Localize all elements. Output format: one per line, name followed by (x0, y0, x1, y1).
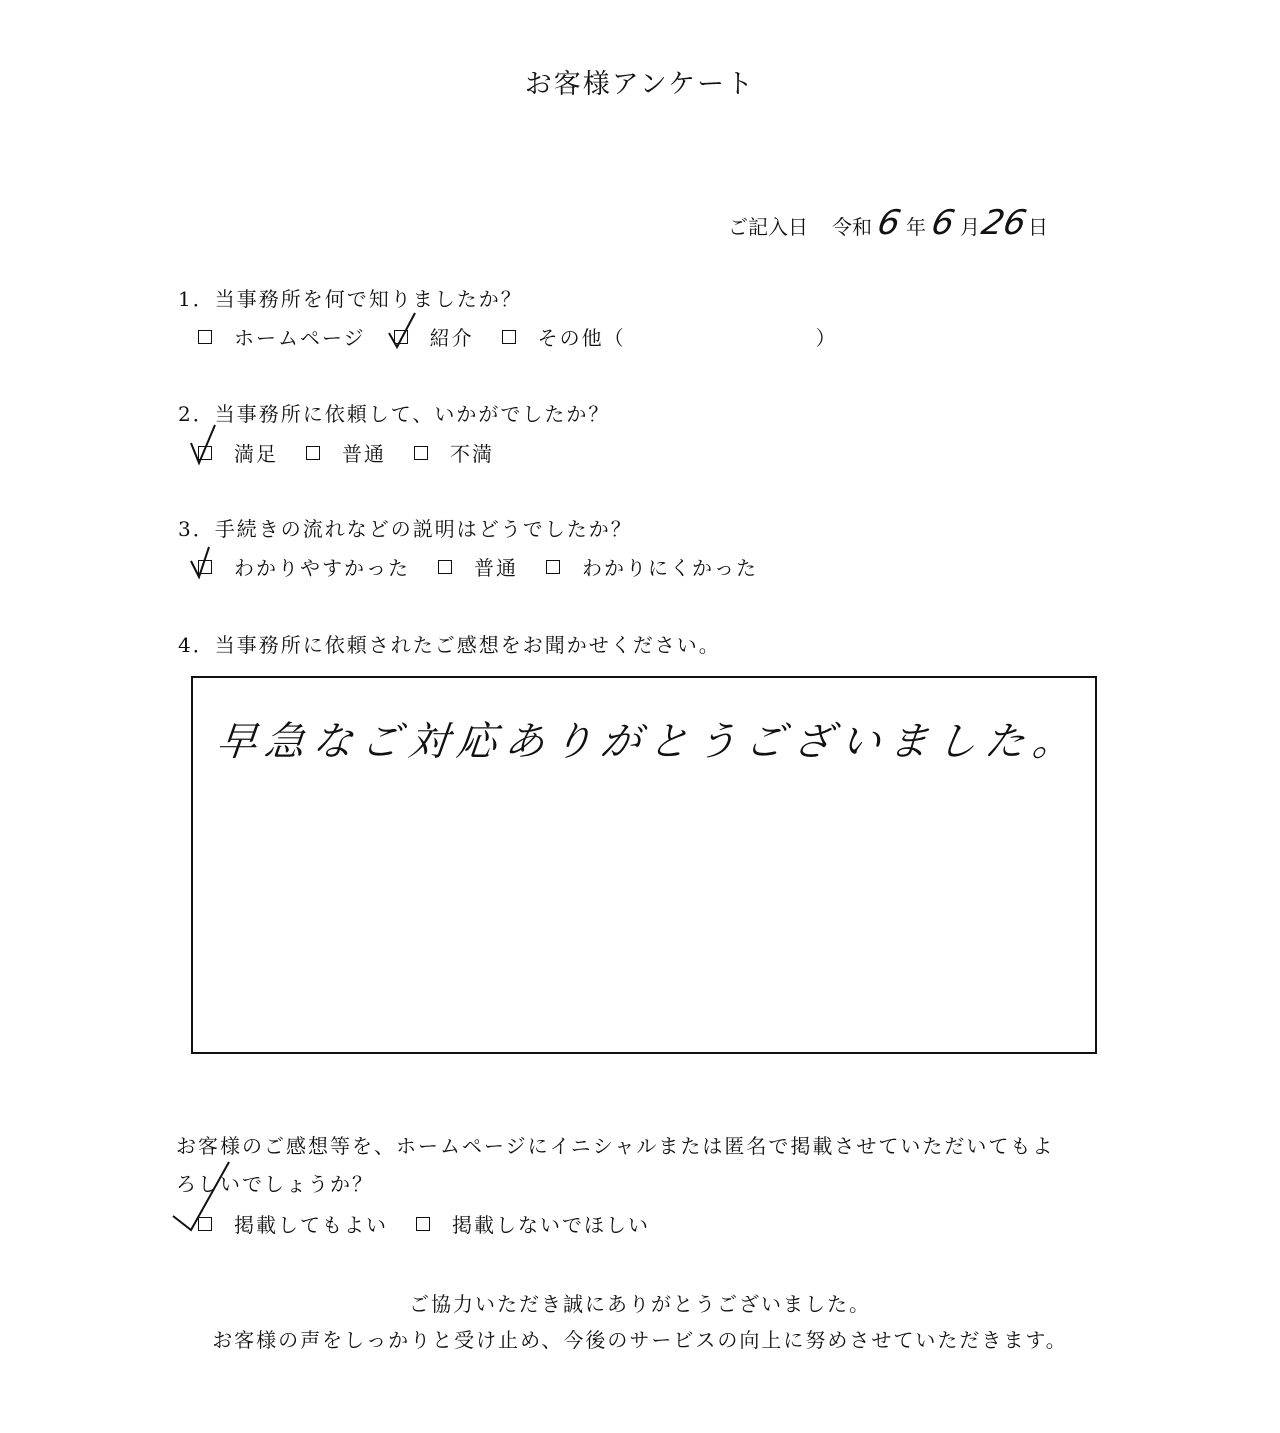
option-label: わかりやすかった (234, 556, 410, 580)
entry-date (728, 203, 1048, 243)
checkbox-checked[interactable] (198, 446, 212, 460)
comment-box[interactable] (191, 676, 1097, 1054)
option-homepage[interactable] (198, 322, 366, 351)
checkbox-checked[interactable] (198, 1217, 212, 1231)
option-close-paren: ） (815, 326, 838, 350)
option-label: 掲載しないでほしい (452, 1213, 650, 1237)
survey-title: お客様アンケート (524, 69, 756, 100)
checkbox[interactable] (416, 1217, 430, 1231)
checkmark-icon (189, 429, 229, 469)
date-month-unit: 月 (960, 215, 980, 239)
option-normal[interactable] (438, 552, 518, 581)
checkbox[interactable] (502, 330, 516, 344)
option-referral[interactable] (394, 322, 474, 351)
date-day-unit: 日 (1028, 215, 1048, 239)
option-label: 不満 (450, 442, 494, 466)
option-publish-no[interactable] (416, 1209, 650, 1238)
checkbox-checked[interactable] (394, 330, 408, 344)
checkmark-icon (189, 543, 229, 583)
checkbox[interactable] (438, 560, 452, 574)
footer-thanks: ご協力いただき誠にありがとうございました。 (409, 1292, 871, 1316)
date-month: 6 (927, 203, 959, 243)
date-era: 令和 (832, 215, 872, 239)
question-4: 4．当事務所に依頼されたご感想をお聞かせください。 (178, 633, 721, 657)
option-easy[interactable] (198, 552, 410, 581)
checkbox[interactable] (414, 446, 428, 460)
checkmark-icon (189, 1200, 229, 1240)
question-2-options (198, 438, 522, 467)
option-label: 普通 (474, 556, 518, 580)
question-3-options (198, 552, 786, 581)
checkbox[interactable] (306, 446, 320, 460)
option-label: その他（ (537, 326, 626, 350)
footer-message: お客様の声をしっかりと受け止め、今後のサービスの向上に努めさせていただきます。 (212, 1328, 1068, 1352)
option-hard[interactable] (546, 552, 758, 581)
checkbox-checked[interactable] (198, 560, 212, 574)
checkbox[interactable] (546, 560, 560, 574)
date-label: ご記入日 (728, 215, 808, 239)
option-label: 紹介 (429, 326, 474, 350)
date-day: 26 (978, 203, 1030, 243)
date-year: 6 (873, 203, 905, 243)
handwritten-comment: 早急なご対応ありがとうございました。 (214, 719, 1084, 765)
question-1: 1．当事務所を何で知りましたか？ (178, 287, 523, 311)
option-dissatisfied[interactable] (414, 438, 494, 467)
option-label: 掲載してもよい (234, 1213, 388, 1237)
option-satisfied[interactable] (198, 438, 278, 467)
question-1-options (198, 322, 866, 351)
option-publish-ok[interactable] (198, 1209, 388, 1238)
option-label: 満足 (234, 442, 278, 466)
checkmark-icon (385, 313, 425, 353)
option-normal[interactable] (306, 438, 386, 467)
option-label: ホームページ (234, 326, 366, 350)
option-label: 普通 (342, 442, 386, 466)
question-2: 2．当事務所に依頼して、いかがでしたか？ (178, 402, 611, 426)
date-year-unit: 年 (906, 215, 926, 239)
checkbox[interactable] (198, 330, 212, 344)
option-other[interactable] (502, 322, 838, 351)
publish-question-line-2: ろしいでしょうか？ (176, 1172, 374, 1196)
option-label: わかりにくかった (582, 556, 758, 580)
publish-options (198, 1209, 678, 1238)
question-3: 3．手続きの流れなどの説明はどうでしたか？ (178, 517, 633, 541)
publish-question-line-1: お客様のご感想等を、ホームページにイニシャルまたは匿名で掲載させていただいてもよ (176, 1134, 1055, 1158)
